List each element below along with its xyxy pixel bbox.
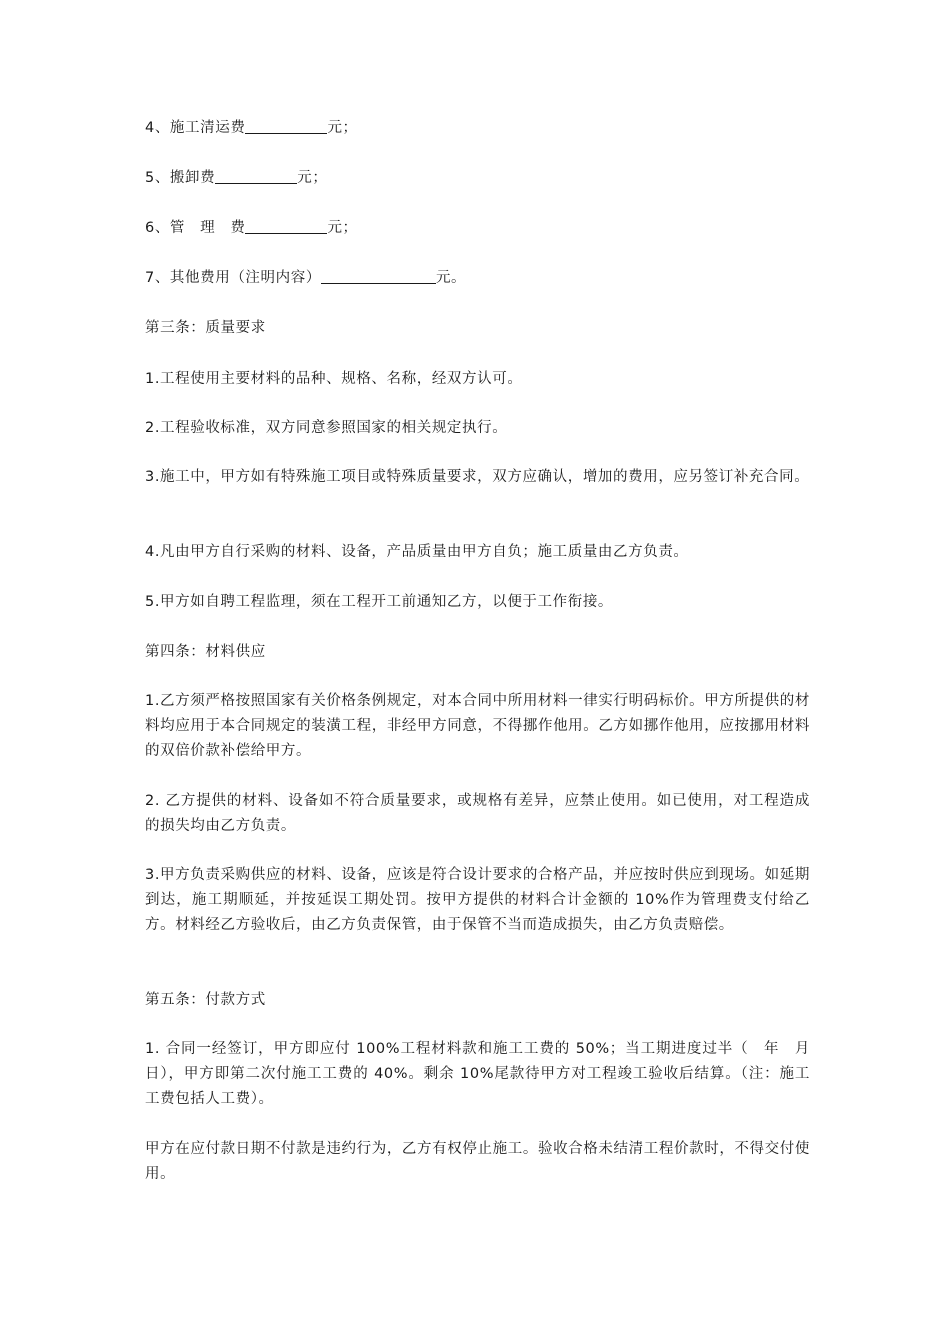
fee-item-7-unit: 元。 [435,270,467,286]
article3-clause-3: 3.施工中，甲方如有特殊施工项目或特殊质量要求，双方应确认，增加的费用，应另签订补充合同。 [145,469,810,485]
fee-item-4-unit: 元； [327,120,358,136]
article5-clause-1: 1. 合同一经签订，甲方即应付 100%工程材料款和施工工费的 50%；当工期进度过半（ 年 月 日），甲方即第二次付施工工费的 40%。剩余 10%尾款待甲方对工程竣工验收后结算。（注：施工工费包括人工费）。 [145,1041,826,1107]
fee-item-6 [145,216,810,241]
article5-heading: 第五条：付款方式 [145,992,266,1008]
fee-item-4 [145,116,810,141]
article3-clause-1: 1.工程使用主要材料的品种、规格、名称，经双方认可。 [145,371,523,387]
fee-item-7-label: 7、其他费用（注明内容） [145,270,321,286]
fee-item-5-label: 5、搬卸费 [145,170,216,186]
fee-item-6-label: 6、管 理 费 [145,220,246,236]
fee-item-7 [145,266,810,291]
article4-heading: 第四条：材料供应 [145,644,266,660]
article3-clause-5: 5.甲方如自聘工程监理，须在工程开工前通知乙方，以便于工作衔接。 [145,594,614,610]
article4-clause-1: 1.乙方须严格按照国家有关价格条例规定，对本合同中所用材料一律实行明码标价。甲方所提供的材料均应用于本合同规定的装潢工程，非经甲方同意，不得挪作他用。乙方如挪作他用，应按挪用材料的双倍价款补偿给甲方。 [145,693,810,759]
article3-clause-4: 4.凡由甲方自行采购的材料、设备，产品质量由甲方自负；施工质量由乙方负责。 [145,544,689,560]
article4-clause-3: 3.甲方负责采购供应的材料、设备，应该是符合设计要求的合格产品，并应按时供应到现场。如延期到达，施工期顺延，并按延误工期处罚。按甲方提供的材料合计金额的 10%作为管理费支付给乙方。材料经乙方验收后，由乙方负责保管，由于保管不当而造成损失，由乙方负责赔偿。 [145,867,810,933]
fee-item-4-blank [245,117,327,134]
fee-item-7-blank [321,267,436,284]
article5-clause-2: 甲方在应付款日期不付款是违约行为，乙方有权停止施工。验收合格未结清工程价款时，不得交付使用。 [145,1141,810,1182]
article3-clause-2: 2.工程验收标准，双方同意参照国家的相关规定执行。 [145,420,508,436]
fee-item-4-label: 4、施工清运费 [145,120,246,136]
fee-item-5-unit: 元； [297,170,328,186]
fee-item-5-blank [215,167,297,184]
fee-item-6-blank [245,217,327,234]
article4-clause-2: 2. 乙方提供的材料、设备如不符合质量要求，或规格有差异，应禁止使用。如已使用，对工程造成的损失均由乙方负责。 [145,793,810,834]
fee-item-5 [145,166,810,191]
fee-item-6-unit: 元； [327,220,358,236]
article3-heading: 第三条：质量要求 [145,320,266,336]
